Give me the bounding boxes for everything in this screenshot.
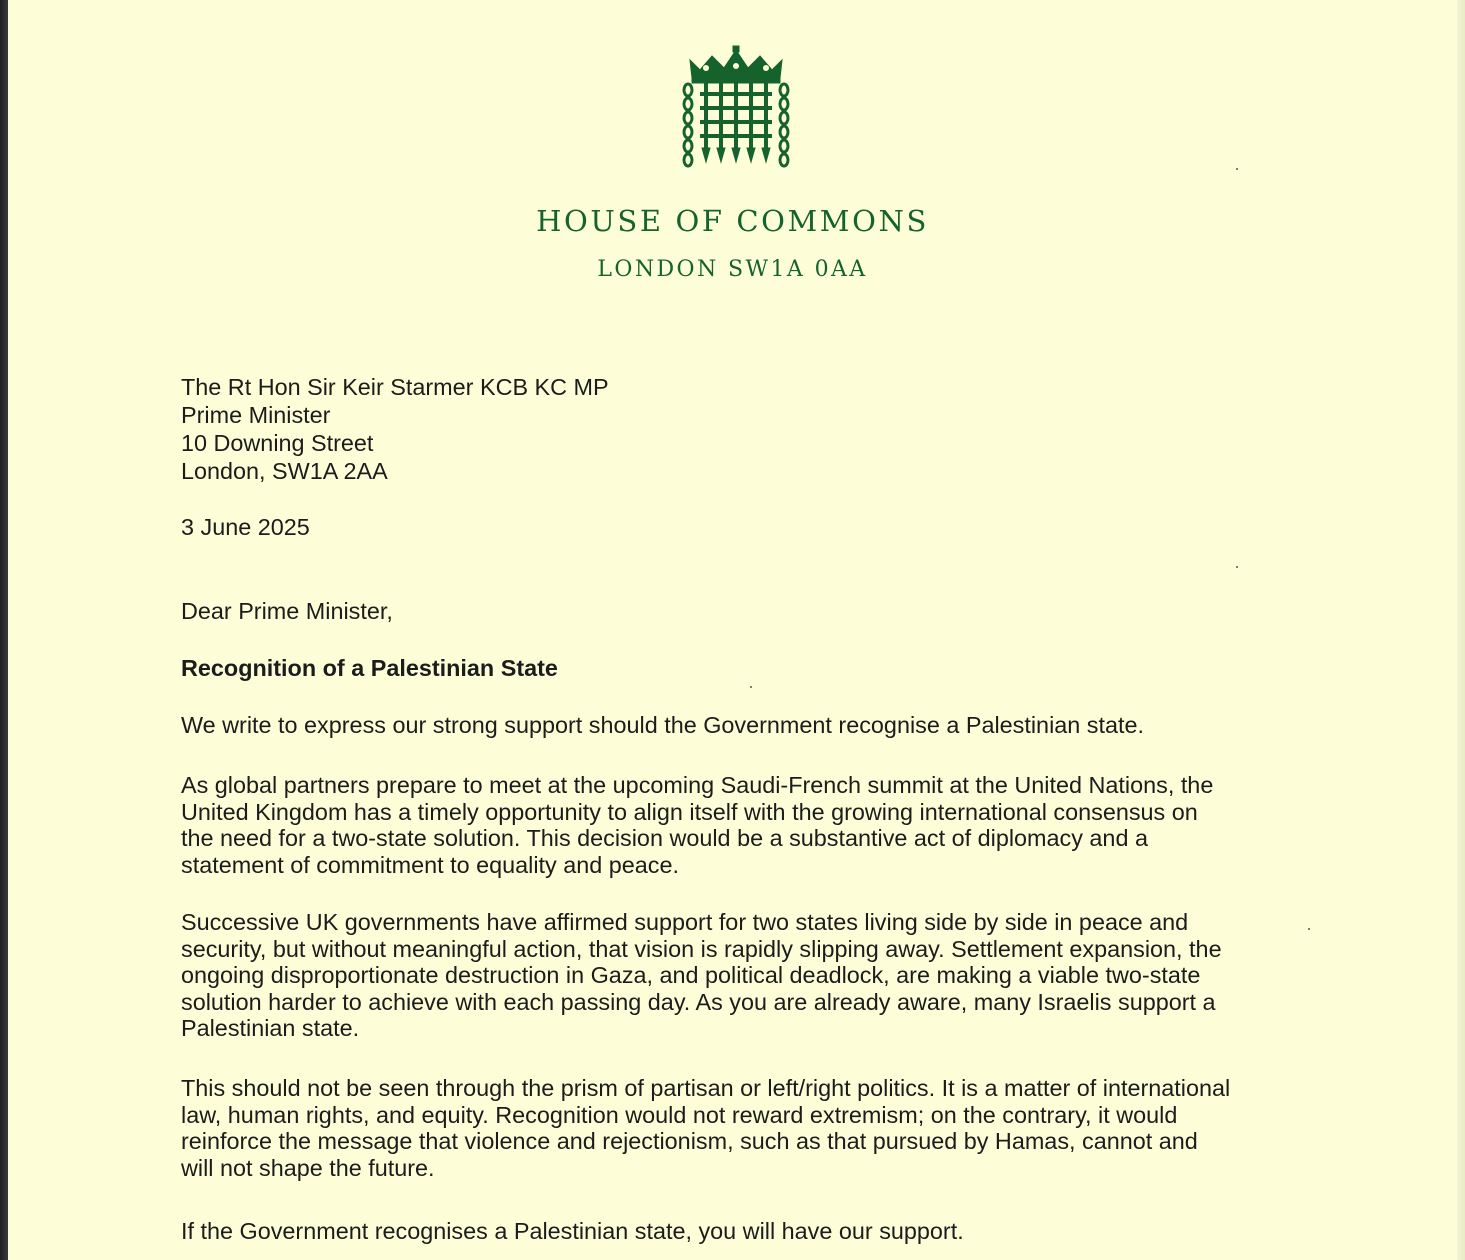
paragraph-line: We write to express our strong support should the Government recognise a Palestinian state. (181, 712, 1144, 738)
paragraph-1 (181, 712, 1144, 739)
recipient-line: London, SW1A 2AA (181, 458, 388, 484)
paragraph-3 (181, 909, 1222, 1042)
paragraph-2 (181, 772, 1213, 878)
scan-speck (750, 686, 752, 688)
scan-speck (1236, 168, 1238, 170)
letterhead-institution: HOUSE OF COMMONS (536, 204, 929, 238)
paragraph-4 (181, 1075, 1230, 1181)
paragraph-line: This should not be seen through the prism of partisan or left/right politics. It is a matter of international (181, 1075, 1231, 1101)
recipient-line: The Rt Hon Sir Keir Starmer KCB KC MP (181, 374, 609, 400)
paragraph-line: will not shape the future. (181, 1154, 435, 1181)
paragraph-line: As global partners prepare to meet at the upcoming Saudi-French summit at the United Nations, the (181, 772, 1214, 798)
paragraph-5 (181, 1218, 964, 1245)
letter-page (8, 0, 1457, 1260)
paragraph-line: United Kingdom has a timely opportunity to align itself with the growing international consensus on (181, 798, 1198, 825)
recipient-line: 10 Downing Street (181, 430, 374, 456)
recipient-block (181, 373, 609, 485)
paragraph-line: solution harder to achieve with each passing day. As you are already aware, many Israelis support a (181, 988, 1216, 1015)
letter-date: 3 June 2025 (181, 514, 310, 540)
paragraph-line: the need for a two-state solution. This decision would be a substantive act of diplomacy and a (181, 825, 1148, 851)
paragraph-line: Palestinian state. (181, 1015, 360, 1041)
scan-left-edge (0, 0, 8, 1260)
scan-speck (1236, 566, 1238, 568)
scan-right-edge (1457, 0, 1465, 1260)
salutation: Dear Prime Minister, (181, 598, 393, 624)
recipient-line: Prime Minister (181, 402, 331, 428)
paragraph-line: Successive UK governments have affirmed support for two states living side by side in peace and (181, 909, 1189, 935)
subject-heading: Recognition of a Palestinian State (181, 655, 558, 681)
scan-speck (1308, 928, 1310, 930)
letterhead-address: LONDON SW1A 0AA (597, 257, 868, 282)
paragraph-line: reinforce the message that violence and rejectionism, such as that pursued by Hamas, cannot and (181, 1128, 1198, 1154)
paragraph-line: ongoing disproportionate destruction in Gaza, and political deadlock, are making a viable two-state (181, 962, 1201, 988)
portcullis-icon (676, 44, 796, 172)
paragraph-line: law, human rights, and equity. Recognition would not reward extremism; on the contrary, it would (181, 1101, 1178, 1128)
paragraph-line: If the Government recognises a Palestinian state, you will have our support. (181, 1218, 964, 1244)
paragraph-line: security, but without meaningful action, that vision is rapidly slipping away. Settlement expansion, the (181, 935, 1222, 962)
paragraph-line: statement of commitment to equality and peace. (181, 851, 679, 878)
